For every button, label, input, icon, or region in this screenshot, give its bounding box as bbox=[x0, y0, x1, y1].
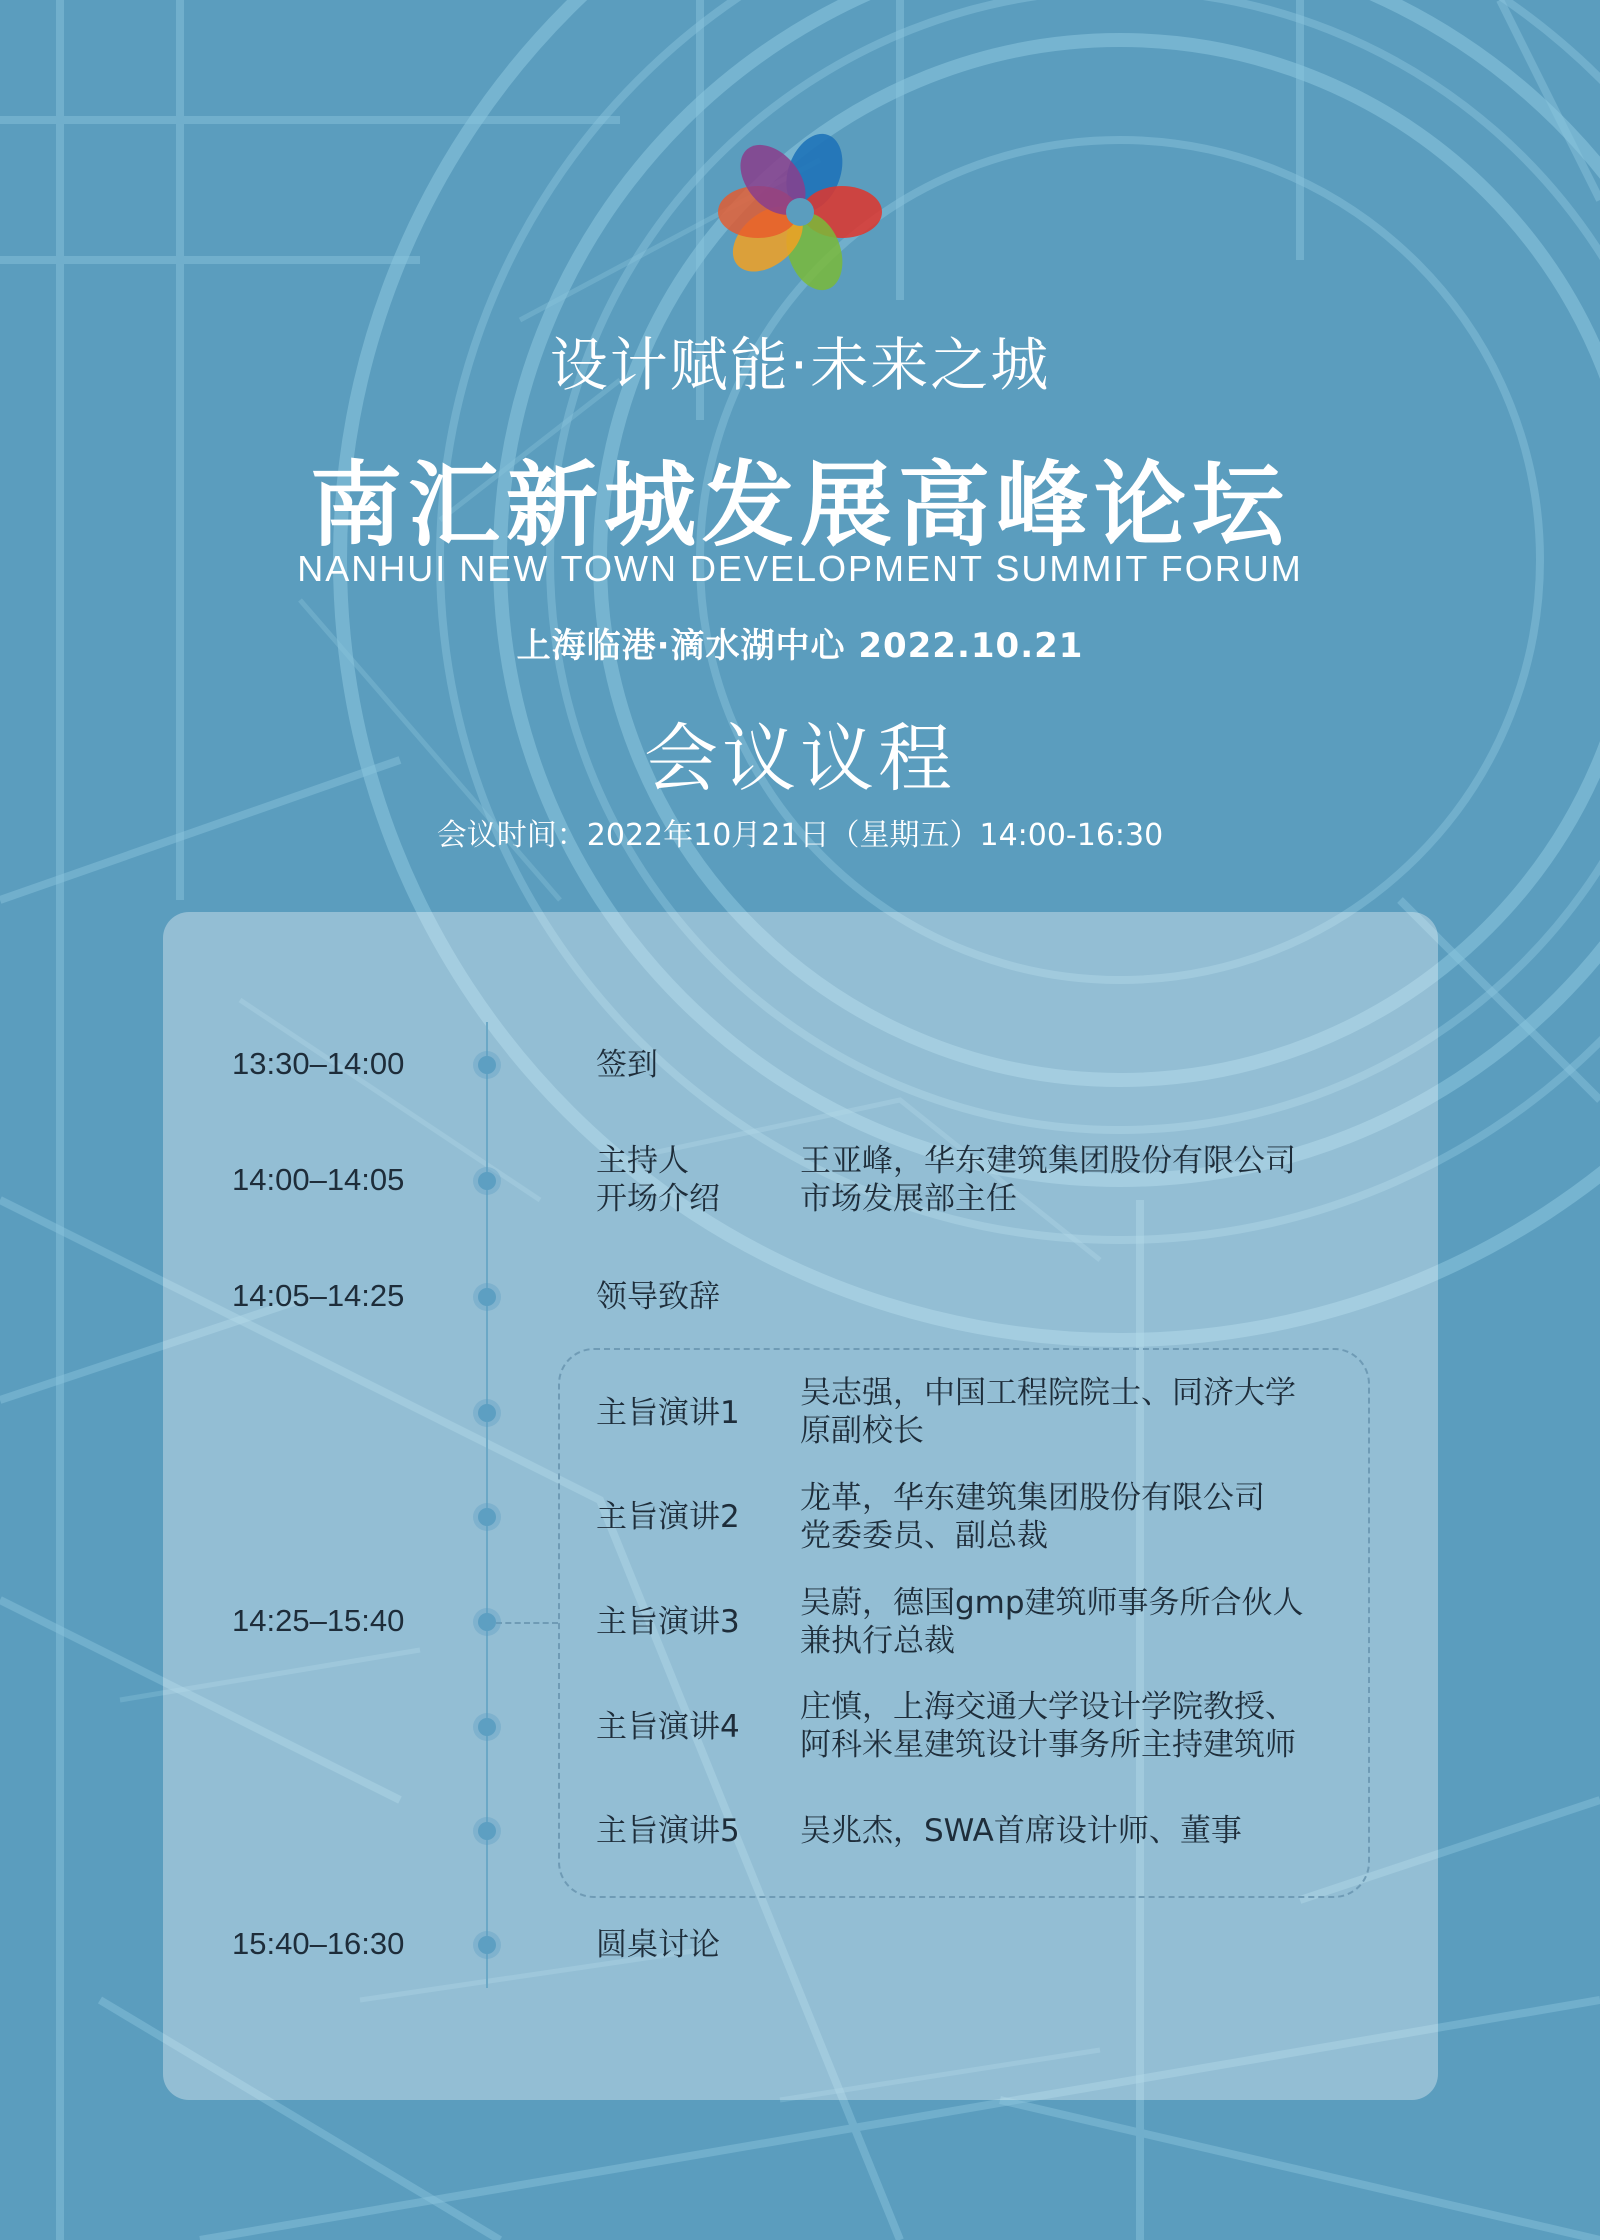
agenda-time: 14:00–14:05 bbox=[232, 1162, 405, 1197]
keynote-item: 主旨演讲2 bbox=[596, 1499, 740, 1535]
keynote-detail bbox=[800, 1584, 1304, 1660]
agenda-detail-line: 党委委员、副总裁 bbox=[800, 1518, 1048, 1554]
keynote-detail bbox=[800, 1479, 1265, 1555]
timeline-dot bbox=[478, 1822, 496, 1840]
forum-logo bbox=[712, 124, 888, 300]
timeline-dot bbox=[478, 1508, 496, 1526]
venue-date: 上海临港·滴水湖中心 2022.10.21 bbox=[516, 626, 1084, 666]
keynote-detail bbox=[800, 1812, 1242, 1850]
page-title: 南汇新城发展高峰论坛 bbox=[309, 452, 1290, 559]
agenda-detail-line: 王亚峰，华东建筑集团股份有限公司 bbox=[800, 1143, 1296, 1179]
agenda-detail bbox=[800, 1142, 1296, 1218]
timeline-dot bbox=[478, 1404, 496, 1422]
keynote-item: 主旨演讲5 bbox=[596, 1813, 740, 1849]
timeline-dot bbox=[478, 1718, 496, 1736]
agenda-item: 签到 bbox=[596, 1047, 658, 1083]
keynote-item: 主旨演讲1 bbox=[596, 1395, 740, 1431]
agenda-time: 15:40–16:30 bbox=[232, 1926, 405, 1961]
agenda-detail-line: 吴志强，中国工程院院士、同济大学 bbox=[800, 1375, 1296, 1411]
agenda-item bbox=[596, 1142, 720, 1218]
agenda-item: 圆桌讨论 bbox=[596, 1927, 720, 1963]
timeline-dot bbox=[478, 1288, 496, 1306]
agenda-detail-line: 市场发展部主任 bbox=[800, 1181, 1017, 1217]
agenda-time: 13:30–14:00 bbox=[232, 1046, 405, 1081]
meeting-time: 会议时间：2022年10月21日（星期五）14:00-16:30 bbox=[436, 818, 1164, 853]
agenda-detail-line: 吴兆杰，SWA首席设计师、董事 bbox=[800, 1813, 1242, 1849]
agenda-item-line: 主持人 bbox=[596, 1143, 689, 1179]
agenda-detail-line: 庄慎，上海交通大学设计学院教授、 bbox=[800, 1689, 1296, 1725]
agenda-detail-line: 阿科米星建筑设计事务所主持建筑师 bbox=[800, 1727, 1296, 1763]
agenda-detail-line: 兼执行总裁 bbox=[800, 1623, 955, 1659]
agenda-heading: 会议议程 bbox=[644, 716, 956, 802]
agenda-detail-line: 吴蔚，德国gmp建筑师事务所合伙人 bbox=[800, 1585, 1304, 1621]
slogan: 设计赋能·未来之城 bbox=[549, 331, 1051, 399]
timeline-line bbox=[486, 1022, 488, 1988]
agenda-detail-line: 原副校长 bbox=[800, 1413, 924, 1449]
keynote-detail bbox=[800, 1688, 1296, 1764]
keynote-connector bbox=[496, 1622, 558, 1624]
timeline-dot bbox=[478, 1056, 496, 1074]
agenda-item-line: 开场介绍 bbox=[596, 1181, 720, 1217]
keynote-item: 主旨演讲3 bbox=[596, 1604, 740, 1640]
agenda-detail-line: 龙革，华东建筑集团股份有限公司 bbox=[800, 1480, 1265, 1516]
keynote-item: 主旨演讲4 bbox=[596, 1709, 740, 1745]
timeline-dot bbox=[478, 1613, 496, 1631]
agenda-time: 14:05–14:25 bbox=[232, 1278, 405, 1313]
agenda-time: 14:25–15:40 bbox=[232, 1603, 405, 1638]
timeline-dot bbox=[478, 1936, 496, 1954]
agenda-item: 领导致辞 bbox=[596, 1279, 720, 1315]
keynote-detail bbox=[800, 1374, 1296, 1450]
english-subtitle: NANHUI NEW TOWN DEVELOPMENT SUMMIT FORUM bbox=[297, 548, 1303, 589]
timeline-dot bbox=[478, 1172, 496, 1190]
